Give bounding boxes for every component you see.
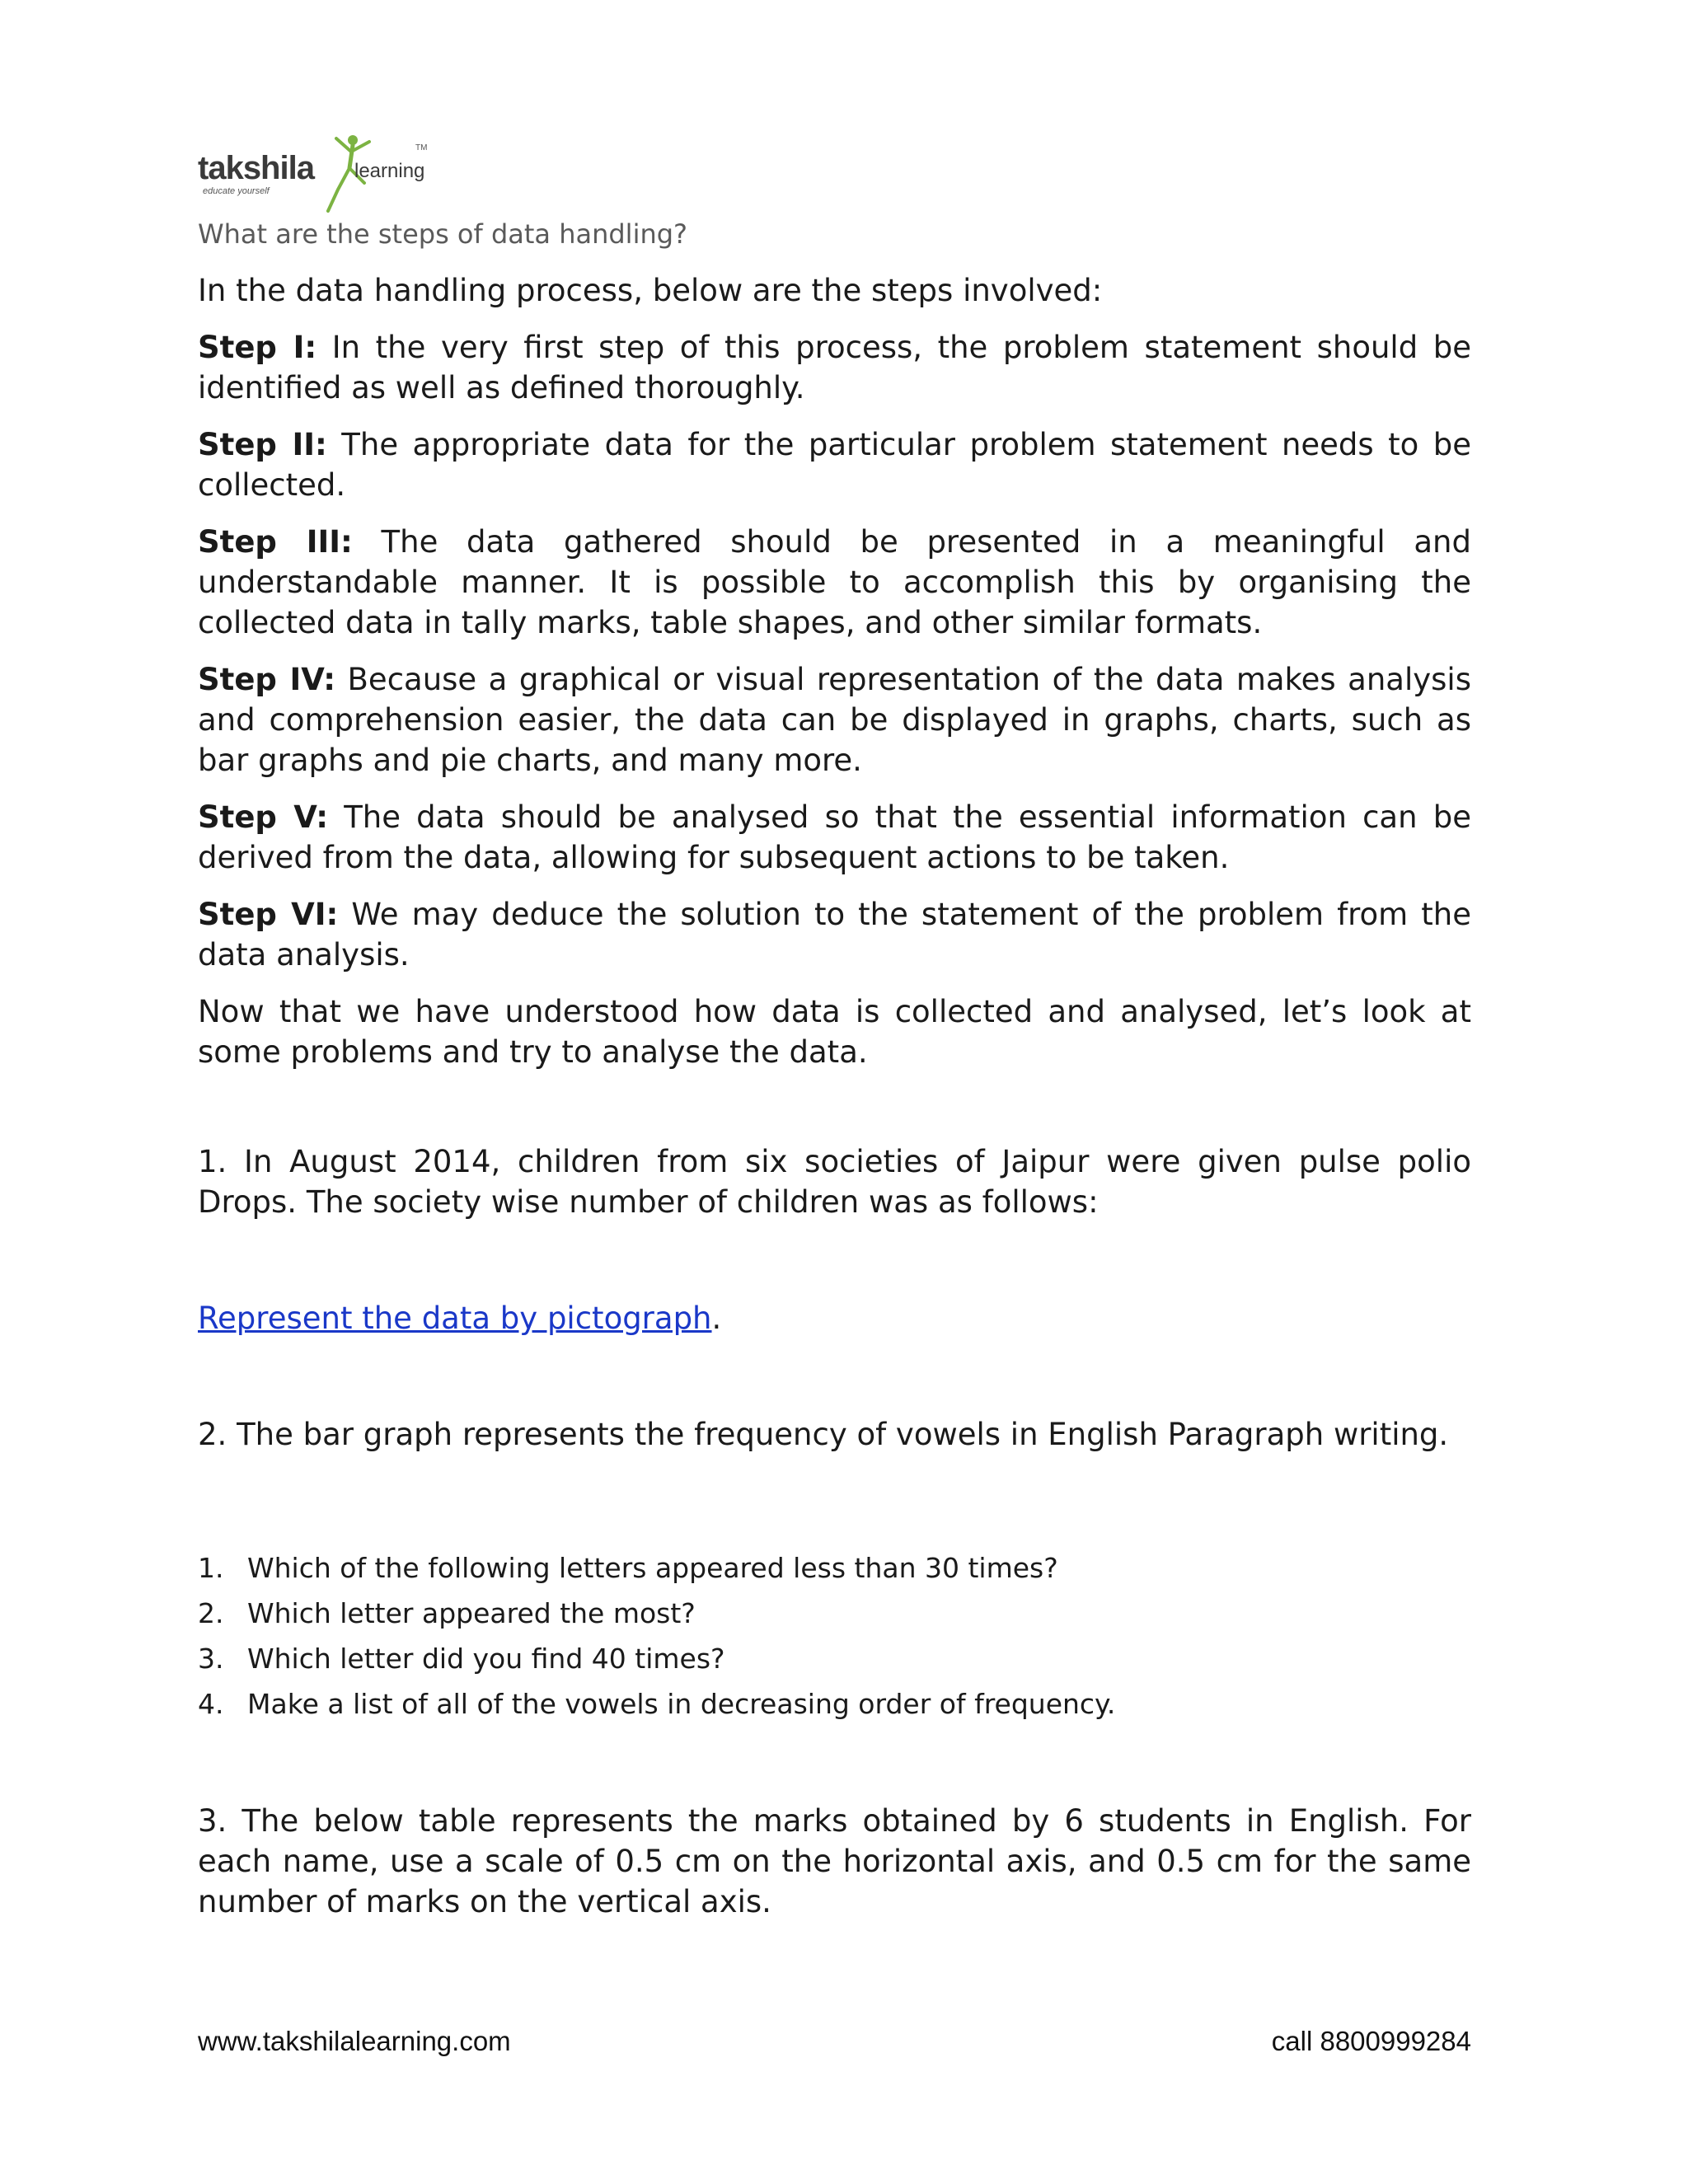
list-text: Make a list of all of the vowels in decreasing order of frequency. — [247, 1688, 1116, 1720]
list-item — [198, 1545, 1471, 1591]
list-number: 3. — [198, 1643, 224, 1675]
list-number: 1. — [198, 1552, 224, 1584]
step-label: Step I: — [198, 330, 317, 365]
step-label: Step III: — [198, 524, 353, 560]
problem-1: 1. In August 2014, children from six societies of Jaipur were given pulse polio Drops. The society wise number of children was as follows: — [198, 1144, 1471, 1220]
logo-learning-text: learning — [354, 160, 425, 182]
list-number: 4. — [198, 1688, 224, 1720]
list-number: 2. — [198, 1597, 224, 1629]
takshila-logo — [198, 132, 445, 214]
footer-website[interactable]: www.takshilalearning.com — [198, 2026, 511, 2056]
footer-phone: call 8800999284 — [1271, 2026, 1471, 2056]
step-label: Step VI: — [198, 897, 339, 932]
step-label: Step IV: — [198, 662, 336, 697]
step-3 — [198, 522, 1471, 643]
list-item — [198, 1636, 1471, 1681]
step-text: In the very first step of this process, the problem statement should be identified as well as defined thoroughly. — [198, 330, 1472, 405]
step-2 — [198, 424, 1471, 505]
transition-paragraph: Now that we have understood how data is collected and analysed, let’s look at some problems and try to analyse the data. — [198, 994, 1471, 1070]
step-1 — [198, 327, 1471, 408]
list-item — [198, 1681, 1471, 1727]
step-text: The appropriate data for the particular problem statement needs to be collected. — [198, 427, 1471, 503]
step-text: We may deduce the solution to the statement of the problem from the data analysis. — [198, 897, 1472, 972]
problem-2: 2. The bar graph represents the frequency of vowels in English Paragraph writing. — [198, 1417, 1449, 1452]
step-text: The data gathered should be presented in a meaningful and understandable manner. It is possible to accomplish this by organising the collected data in tally marks, table shapes, and other similar formats. — [198, 524, 1471, 640]
question-list — [198, 1545, 1471, 1727]
link-suffix: . — [711, 1301, 722, 1336]
step-6 — [198, 894, 1471, 975]
logo-trademark: TM — [415, 143, 428, 152]
intro-paragraph: In the data handling process, below are the steps involved: — [198, 273, 1103, 308]
pictograph-link[interactable]: Represent the data by pictograph — [198, 1301, 712, 1336]
step-text: Because a graphical or visual representation of the data makes analysis and comprehension easier, the data can be displayed in graphs, charts, such as bar graphs and pie charts, and many more. — [198, 662, 1471, 778]
list-text: Which letter did you find 40 times? — [247, 1643, 725, 1675]
problem-3: 3. The below table represents the marks obtained by 6 students in English. For each name, use a scale of 0.5 cm on the horizontal axis, and 0.5 cm for the same number of marks on the vertical axis. — [198, 1803, 1471, 1919]
problem-1-link-line — [198, 1298, 1471, 1338]
step-4 — [198, 659, 1471, 780]
step-label: Step II: — [198, 427, 327, 462]
list-text: Which letter appeared the most? — [247, 1597, 696, 1629]
step-text: The data should be analysed so that the essential information can be derived from the data, allowing for subsequent actions to be taken. — [198, 799, 1471, 875]
list-item — [198, 1591, 1471, 1636]
step-label: Step V: — [198, 799, 328, 835]
list-text: Which of the following letters appeared less than 30 times? — [247, 1552, 1058, 1584]
step-5 — [198, 797, 1471, 878]
main-content — [198, 216, 1471, 1938]
page-subtitle: What are the steps of data handling? — [198, 218, 688, 250]
logo-tagline: educate yourself — [203, 186, 270, 196]
logo-brand-text: takshila — [198, 150, 314, 186]
